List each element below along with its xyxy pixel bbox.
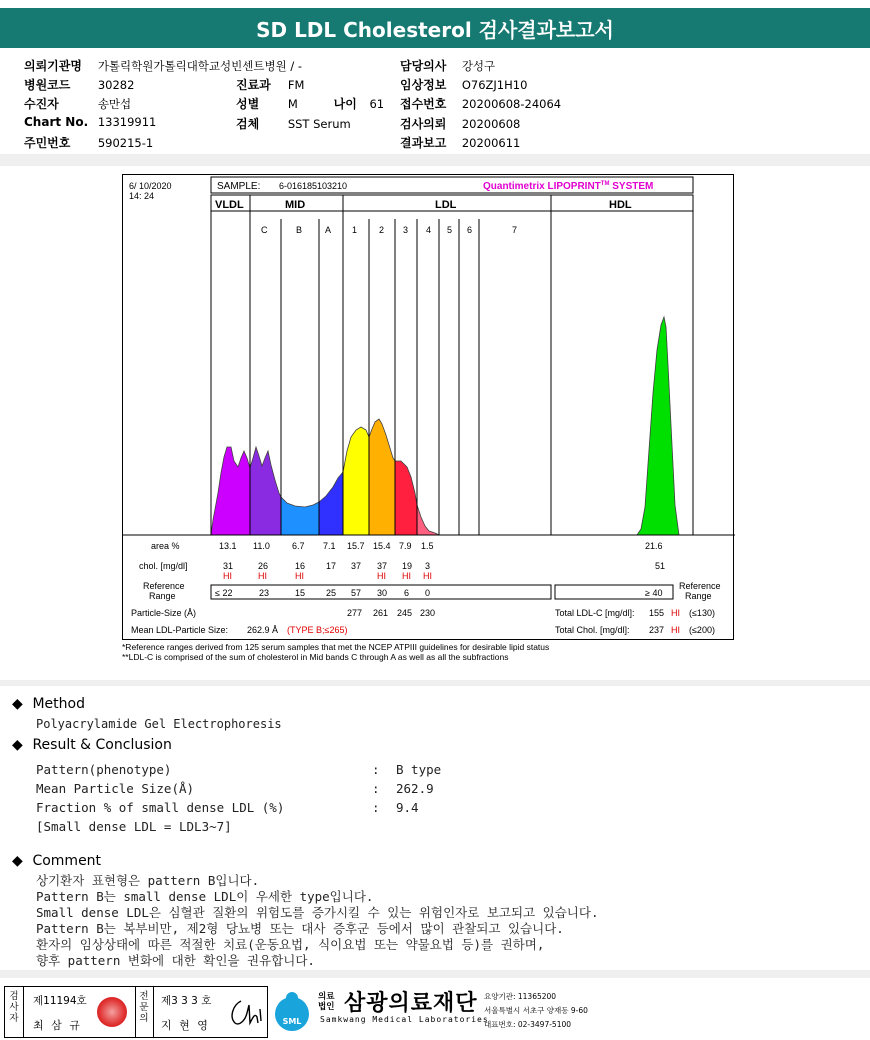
diamond-icon: ◆: [12, 737, 23, 753]
brand-name: Quantimetrix LIPOPRINT™ SYSTEM: [483, 181, 654, 192]
fill-mid-c: [250, 447, 281, 535]
ref-label-right-2: Range: [685, 591, 712, 601]
footnote-2: **LDL-C is comprised of the sum of cholesterol in Mid bands C through A as well as all the subfractions: [122, 652, 509, 662]
band-3: 3: [403, 225, 409, 235]
info-sex: 성별 M 나이 61: [236, 97, 385, 111]
chol-a: 17: [326, 561, 337, 571]
ref-2: 30: [377, 588, 388, 598]
info-row-resident-no: 주민번호 590215-1: [24, 136, 154, 150]
lipoprint-svg: [123, 175, 735, 641]
result-label-pattern: Pattern(phenotype): [36, 762, 172, 777]
separator-band-2: [0, 680, 870, 686]
info-row-hospital-code: 병원코드 30282: [24, 78, 135, 92]
signature-box: [4, 986, 268, 1038]
mean-value: 262.9 Å: [247, 625, 279, 635]
org-name-en: Samkwang Medical Laboratories: [320, 1015, 489, 1024]
band-7: 7: [512, 225, 518, 235]
info-dept: 진료과 FM: [236, 78, 305, 92]
info-specimen: 검체 SST Serum: [236, 117, 351, 131]
total-chol-value: 237: [649, 625, 665, 635]
info-request-date: 검사의뢰 20200608: [400, 117, 521, 131]
band-c: C: [261, 225, 268, 235]
hi-vldl: HI: [223, 571, 232, 581]
fill-ldl-4: [417, 505, 439, 535]
area-vldl: 13.1: [219, 541, 237, 551]
chol-c: 26: [258, 561, 269, 571]
contact-line: 서울특별시 서초구 양재동 9-60: [484, 1006, 588, 1015]
fill-hdl: [637, 317, 679, 535]
org-prefix: 의료 법인: [318, 992, 335, 1012]
chol-3: 19: [402, 561, 413, 571]
ref-vldl: ≤ 22: [215, 588, 233, 598]
info-row-patient: 수진자 송만섭: [24, 97, 132, 111]
specialist-name: 지 현 영: [161, 1019, 210, 1032]
chol-hdl: 51: [655, 561, 666, 571]
particle-3: 245: [397, 608, 413, 618]
info-clinical: 임상정보 O76ZJ1H10: [400, 78, 528, 92]
area-4: 1.5: [421, 541, 434, 551]
ref-label-1: Reference: [143, 581, 185, 591]
diamond-icon: ◆: [12, 853, 23, 869]
tester-license: 제11194호: [33, 995, 87, 1007]
footnote-1: *Reference ranges derived from 125 serum samples that met the NCEP ATPIII guidelines for desirable lipid status: [122, 642, 550, 652]
info-receipt-no: 접수번호 20200608-24064: [400, 97, 562, 111]
total-ldl-value: 155: [649, 608, 665, 618]
chol-vldl: 31: [223, 561, 234, 571]
tester-vertical-label: 검사자: [9, 991, 19, 1024]
sml-logo-icon: [272, 988, 312, 1034]
separator-band-3: [0, 970, 870, 978]
comment-heading: ◆ Comment: [12, 853, 102, 869]
ref-a: 25: [326, 588, 337, 598]
signature-image: [227, 995, 263, 1029]
area-b: 6.7: [292, 541, 305, 551]
group-ldl: LDL: [435, 199, 457, 211]
chart-time: 14: 24: [129, 191, 155, 201]
chol-2: 37: [377, 561, 388, 571]
org-name: 삼광의료재단: [344, 991, 478, 1016]
ref-4: 0: [425, 588, 431, 598]
method-heading: ◆ Method: [12, 696, 85, 712]
hi-4: HI: [423, 571, 432, 581]
info-row-institution: 의뢰기관명 가톨릭학원가톨릭대학교성빈센트병원 / -: [24, 59, 303, 73]
fill-ldl-3: [395, 461, 417, 535]
tester-name: 최 삼 규: [33, 1019, 82, 1032]
area-3: 7.9: [399, 541, 412, 551]
info-doctor: 담당의사 강성구: [400, 59, 496, 73]
divider: [135, 987, 136, 1037]
method-text: Polyacrylamide Gel Electrophoresis: [36, 717, 282, 731]
lipoprint-chart: [122, 174, 734, 640]
comment-line: Small dense LDL은 심혈관 질환의 위험도를 증가시킬 수 있는 위험인자로 보고되고 있습니다.: [36, 905, 599, 920]
result-sep-pattern: :: [372, 762, 380, 777]
divider: [153, 987, 154, 1037]
result-label-fraction: Fraction % of small dense LDL (%): [36, 800, 285, 815]
comment-line: Pattern B는 복부비만, 제2형 당뇨병 또는 대사 증후군 등에서 많이 관찰되고 있습니다.: [36, 921, 564, 936]
sample-label: SAMPLE:: [217, 181, 261, 192]
hi-3: HI: [402, 571, 411, 581]
hi-c: HI: [258, 571, 267, 581]
comment-line: Pattern B는 small dense LDL이 우세한 type입니다.: [36, 889, 374, 904]
ref-label-right-1: Reference: [679, 581, 721, 591]
group-mid: MID: [285, 199, 306, 211]
ref-3: 6: [404, 588, 410, 598]
chart-date: 6/ 10/2020: [129, 181, 172, 191]
comment-line: 환자의 임상상태에 따른 적절한 치료(운동요법, 식이요법 또는 약물요법 등)를 권하며,: [36, 937, 545, 952]
particle-4: 230: [420, 608, 436, 618]
ref-label-2: Range: [149, 591, 176, 601]
particle-label: Particle-Size (Å): [131, 608, 197, 618]
info-report-date: 결과보고 20200611: [400, 136, 521, 150]
diamond-icon: ◆: [12, 696, 23, 712]
tester-seal: [97, 997, 127, 1027]
band-a: A: [325, 225, 332, 235]
contact-line: 요양기관: 11365200: [484, 992, 557, 1001]
comment-body: [36, 873, 598, 969]
specialist-vertical-label: 전문의: [139, 991, 149, 1024]
band-5: 5: [447, 225, 453, 235]
group-vldl: VLDL: [215, 199, 244, 211]
band-1: 1: [352, 225, 358, 235]
area-hdl: 21.6: [645, 541, 663, 551]
total-ldl-label: Total LDL-C [mg/dl]:: [555, 608, 635, 618]
band-dividers: [211, 195, 693, 535]
ref-hdl: ≥ 40: [645, 588, 663, 598]
area-c: 11.0: [253, 541, 270, 551]
hi-b: HI: [295, 571, 304, 581]
total-ldl-flag: HI: [671, 608, 680, 618]
ref-1: 57: [351, 588, 362, 598]
comment-line: 향후 pattern 변화에 대한 확인을 권유합니다.: [36, 953, 315, 968]
band-b: B: [296, 225, 303, 235]
area-1: 15.7: [347, 541, 365, 551]
area-2: 15.4: [373, 541, 391, 551]
specialist-license: 제3 3 3 호: [161, 995, 212, 1007]
fill-mid-a: [319, 472, 343, 535]
fill-ldl-1: [343, 427, 369, 535]
result-heading: ◆ Result & Conclusion: [12, 737, 172, 753]
mean-type: (TYPE B;≤265): [287, 625, 348, 635]
total-chol-label: Total Chol. [mg/dl]:: [555, 625, 630, 635]
sml-logo-text: SML: [282, 1017, 302, 1026]
chol-1: 37: [351, 561, 362, 571]
result-sep-fraction: :: [372, 800, 380, 815]
separator-band: [0, 154, 870, 166]
area-a: 7.1: [323, 541, 336, 551]
result-value-fraction: 9.4: [396, 800, 419, 815]
band-2: 2: [379, 225, 385, 235]
total-ldl-ref: (≤130): [689, 608, 715, 618]
fill-vldl: [211, 447, 250, 535]
hi-2: HI: [377, 571, 386, 581]
chol-4: 3: [425, 561, 431, 571]
result-sep-size: :: [372, 781, 380, 796]
contact-line: 대표번호: 02-3497-5100: [484, 1020, 572, 1029]
particle-1: 277: [347, 608, 363, 618]
total-chol-ref: (≤200): [689, 625, 715, 635]
particle-2: 261: [373, 608, 389, 618]
result-note: [Small dense LDL = LDL3~7]: [36, 819, 232, 834]
area-label: area %: [151, 541, 180, 551]
comment-line: 상기환자 표현형은 pattern B입니다.: [36, 873, 260, 888]
report-title: SD LDL Cholesterol 검사결과보고서: [0, 8, 870, 48]
result-value-pattern: B type: [396, 762, 442, 777]
chol-b: 16: [295, 561, 306, 571]
total-chol-flag: HI: [671, 625, 680, 635]
fill-ldl-2: [369, 419, 395, 535]
info-row-chart-no: Chart No. 13319911: [24, 115, 157, 129]
mean-label: Mean LDL-Particle Size:: [131, 625, 229, 635]
result-label-size: Mean Particle Size(Å): [36, 781, 195, 796]
result-value-size: 262.9: [396, 781, 434, 796]
divider: [23, 987, 24, 1037]
ref-b: 15: [295, 588, 306, 598]
band-6: 6: [467, 225, 473, 235]
band-4: 4: [426, 225, 432, 235]
sample-id: 6-016185103210: [279, 181, 348, 191]
ref-c: 23: [259, 588, 270, 598]
chol-label: chol. [mg/dl]: [139, 561, 188, 571]
group-hdl: HDL: [609, 199, 632, 211]
